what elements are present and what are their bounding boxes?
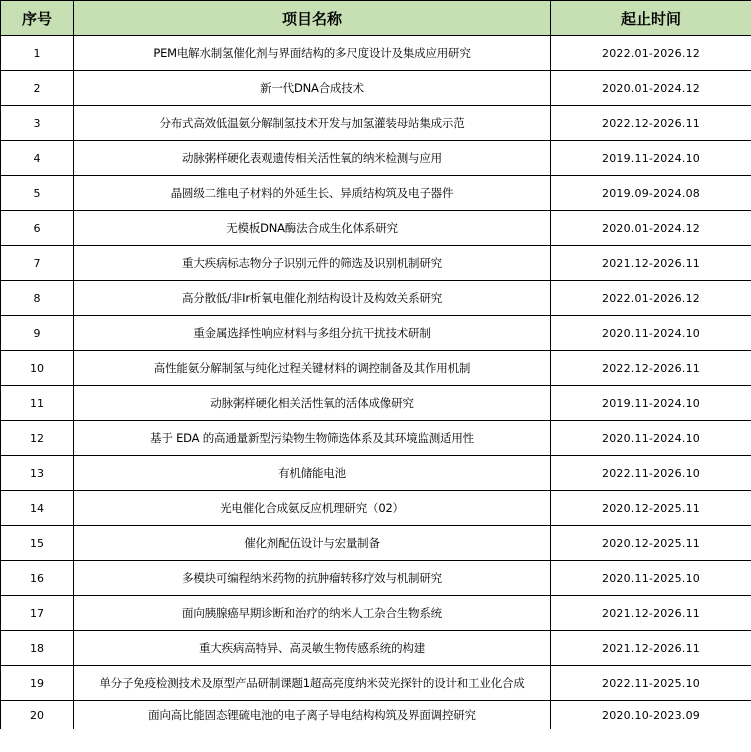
row-index: 11 (1, 386, 74, 421)
table-row (1, 666, 751, 701)
row-project-name: 面向胰腺癌早期诊断和治疗的纳米人工杂合生物系统 (74, 596, 551, 631)
header-row (1, 1, 751, 36)
row-index: 13 (1, 456, 74, 491)
row-period: 2022.11-2026.10 (551, 456, 751, 491)
table-row (1, 456, 751, 491)
table-row (1, 211, 751, 246)
row-project-name: 动脉粥样硬化相关活性氧的活体成像研究 (74, 386, 551, 421)
row-project-name: 重大疾病高特异、高灵敏生物传感系统的构建 (74, 631, 551, 666)
row-period: 2022.11-2025.10 (551, 666, 751, 701)
row-period: 2021.12-2026.11 (551, 596, 751, 631)
row-project-name: 基于 EDA 的高通量新型污染物生物筛选体系及其环境监测适用性 (74, 421, 551, 456)
row-project-name: 高分散低/非Ir析氧电催化剂结构设计及构效关系研究 (74, 281, 551, 316)
row-index: 4 (1, 141, 74, 176)
row-period: 2022.01-2026.12 (551, 281, 751, 316)
row-project-name: 催化剂配伍设计与宏量制备 (74, 526, 551, 561)
row-period: 2020.11-2024.10 (551, 316, 751, 351)
row-project-name: 动脉粥样硬化表观遗传相关活性氧的纳米检测与应用 (74, 141, 551, 176)
row-index: 1 (1, 36, 74, 71)
table-row (1, 36, 751, 71)
table-row (1, 351, 751, 386)
table-row (1, 281, 751, 316)
row-project-name: 光电催化合成氨反应机理研究（02） (74, 491, 551, 526)
row-project-name: 重金属选择性响应材料与多组分抗干扰技术研制 (74, 316, 551, 351)
row-period: 2021.12-2026.11 (551, 631, 751, 666)
row-project-name: 重大疾病标志物分子识别元件的筛选及识别机制研究 (74, 246, 551, 281)
header-project-name: 项目名称 (74, 1, 551, 36)
row-project-name: 多模块可编程纳米药物的抗肿瘤转移疗效与机制研究 (74, 561, 551, 596)
row-index: 3 (1, 106, 74, 141)
row-period: 2020.10-2023.09 (551, 701, 751, 730)
row-index: 14 (1, 491, 74, 526)
row-period: 2020.12-2025.11 (551, 491, 751, 526)
table-row (1, 71, 751, 106)
row-period: 2020.11-2024.10 (551, 421, 751, 456)
table-row (1, 316, 751, 351)
row-index: 20 (1, 701, 74, 730)
row-project-name: 高性能氨分解制氢与纯化过程关键材料的调控制备及其作用机制 (74, 351, 551, 386)
table-row (1, 491, 751, 526)
row-period: 2019.11-2024.10 (551, 386, 751, 421)
table-row (1, 176, 751, 211)
row-index: 2 (1, 71, 74, 106)
table-row (1, 141, 751, 176)
row-index: 17 (1, 596, 74, 631)
row-index: 9 (1, 316, 74, 351)
header-index: 序号 (1, 1, 74, 36)
row-period: 2019.11-2024.10 (551, 141, 751, 176)
row-index: 12 (1, 421, 74, 456)
row-period: 2020.01-2024.12 (551, 71, 751, 106)
row-index: 15 (1, 526, 74, 561)
header-period: 起止时间 (551, 1, 751, 36)
row-index: 5 (1, 176, 74, 211)
table-row (1, 246, 751, 281)
row-period: 2022.12-2026.11 (551, 106, 751, 141)
row-project-name: 分布式高效低温氨分解制氢技术开发与加氢灌装母站集成示范 (74, 106, 551, 141)
row-project-name: 有机储能电池 (74, 456, 551, 491)
row-period: 2021.12-2026.11 (551, 246, 751, 281)
row-project-name: 晶圆级二维电子材料的外延生长、异质结构筑及电子器件 (74, 176, 551, 211)
row-period: 2022.12-2026.11 (551, 351, 751, 386)
table-row (1, 386, 751, 421)
row-period: 2020.11-2025.10 (551, 561, 751, 596)
row-index: 16 (1, 561, 74, 596)
row-index: 8 (1, 281, 74, 316)
row-period: 2019.09-2024.08 (551, 176, 751, 211)
table-row (1, 561, 751, 596)
table-row (1, 526, 751, 561)
table-row (1, 701, 751, 730)
row-project-name: PEM电解水制氢催化剂与界面结构的多尺度设计及集成应用研究 (74, 36, 551, 71)
table-row (1, 421, 751, 456)
row-period: 2020.12-2025.11 (551, 526, 751, 561)
row-index: 18 (1, 631, 74, 666)
row-period: 2022.01-2026.12 (551, 36, 751, 71)
table-row (1, 106, 751, 141)
row-index: 19 (1, 666, 74, 701)
row-index: 7 (1, 246, 74, 281)
row-index: 6 (1, 211, 74, 246)
table-row (1, 631, 751, 666)
row-project-name: 无模板DNA酶法合成生化体系研究 (74, 211, 551, 246)
row-index: 10 (1, 351, 74, 386)
row-project-name: 面向高比能固态锂硫电池的电子离子导电结构构筑及界面调控研究 (74, 701, 551, 730)
row-project-name: 单分子免疫检测技术及原型产品研制课题1超高亮度纳米荧光探针的设计和工业化合成 (74, 666, 551, 701)
table-row (1, 596, 751, 631)
row-project-name: 新一代DNA合成技术 (74, 71, 551, 106)
row-period: 2020.01-2024.12 (551, 211, 751, 246)
